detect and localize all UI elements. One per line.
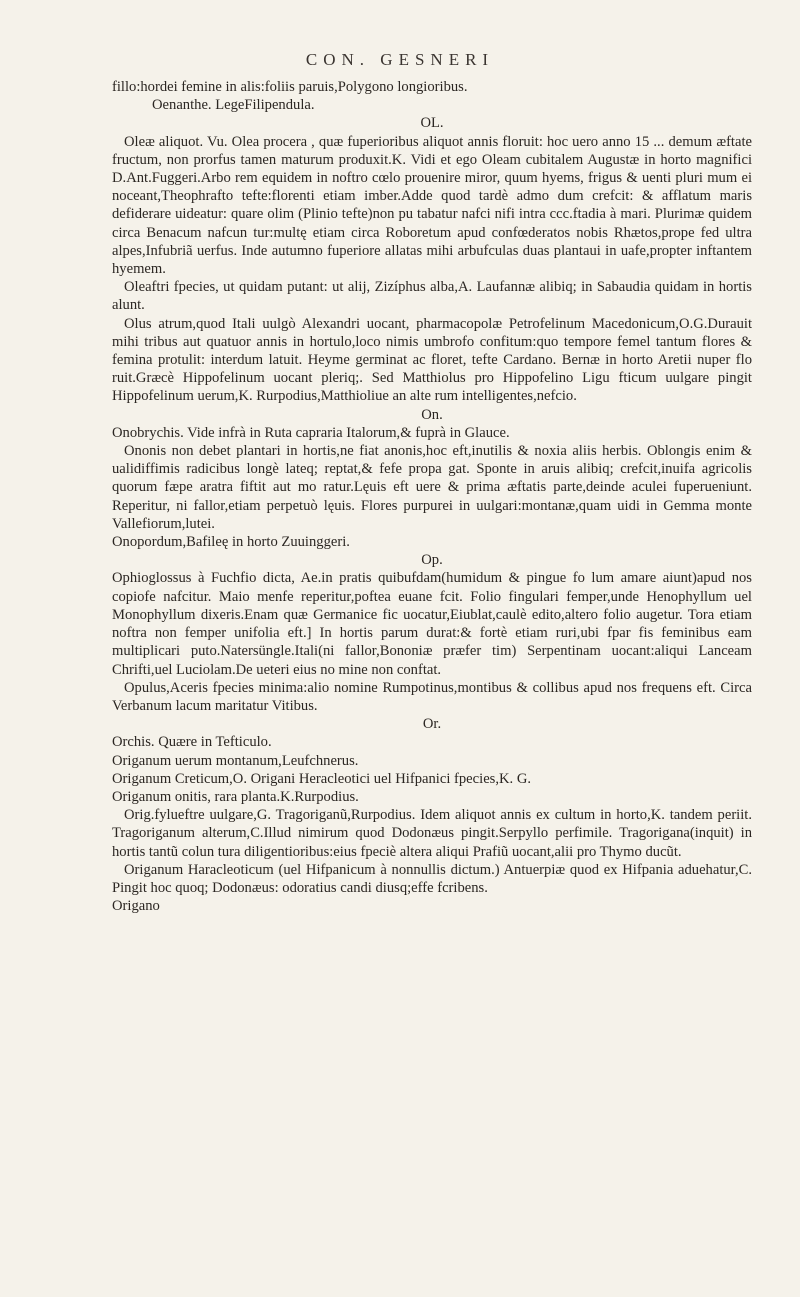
entry-paragraph: Oleaftri fpecies, ut quidam putant: ut alij, Zizíphus alba,A. Laufannæ alibiq; in Sabaudia quidam in hortis alunt. xyxy=(112,279,752,314)
section-heading: On. xyxy=(421,406,443,423)
entry-paragraph: Origanum onitis, rara planta.K.Rurpodius. xyxy=(112,788,359,805)
entry-paragraph: Orig.fylueftre uulgare,G. Tragoriganũ,Rurpodius. Idem aliquot annis ex cultum in horto,K. tandem periit. Tragoriganum alterum,C.Illud nimirum quod Dodonæus pingit.Serpyllo perfimile. Tragorigana(inquit) in hortis tantũ colun tura diligentioribus:eius fpeciè altera aliqui Prafiũ uocant,alii pro Thymo ducũt. xyxy=(112,807,752,860)
entry-paragraph: Opulus,Aceris fpecies minima:alio nomine Rumpotinus,montibus & collibus apud nos frequens eft. Circa Verbanum lacum maritatur Vitibus. xyxy=(112,679,752,714)
entry-paragraph: Orchis. Quære in Tefticulo. xyxy=(112,734,272,751)
entry-paragraph: Ophioglossus à Fuchfio dicta, Ae.in pratis quibufdam(humidum & pingue fo lum amare aiunt)apud nos copiofe nafcitur. Maio menfe reperitur,poftea euane fcit. Folio fingulari femper,unde Henophyllum uel Monophyllum dixeris.Enam quæ Germanice fic uocatur,Eiublat,caulè edito,altero folio augetur. Tora etiam noftra non femper unifolia eft.] In hortis parum durat:& fortè etiam ruri,ubi fpar fis feminibus eam multiplicari puto.Natersüngle.Itali(ni fallor,Bononiæ præfer tim) Serpentinam uocant:aliqui Lanceam Chrifti,uel Luciolam.De ueteri eius no mine non conftat. xyxy=(112,570,752,678)
entry-paragraph: Onobrychis. Vide infrà in Ruta capraria Italorum,& fuprà in Glauce. xyxy=(112,424,510,441)
section-heading: Op. xyxy=(421,552,443,569)
entry-heading: Oenanthe. LegeFilipendula. xyxy=(152,97,315,114)
running-head: CON. GESNERI xyxy=(305,50,495,69)
entry-paragraph: Origanum Creticum,O. Origani Heracleotici uel Hifpanici fpecies,K. G. xyxy=(112,770,532,787)
section-heading: Or. xyxy=(422,716,442,733)
section-heading: OL. xyxy=(420,115,444,132)
entry-paragraph: Olus atrum,quod Itali uulgò Alexandri uocant, pharmacopolæ Petrofelinum Macedonicum,O.G.Durauit mihi tribus aut quatuor annis in hortulo,loco nimis umbrofo confitum:quo tempore femel tantum flores & femina protulit: interdum latuit. Heyme germinat ac floret, tefte Cardano. Bernæ in horto Aretii nuper flo ruit.Græcè Hippofelinum uocant pleriq;. Sed Matthiolus pro Hippofelino Ligu fticum uulgare pingit Hippofelinum uerum,K. Rurpodius,Matthioliue an alte rum intelligentes,nefcio. xyxy=(112,315,752,405)
catchword: Origano xyxy=(112,898,160,915)
entry-line: fillo:hordei femine in alis:foliis paruis,Polygono longioribus. xyxy=(112,79,468,95)
entry-paragraph: Onopordum,Bafileę in horto Zuuinggeri. xyxy=(112,534,350,551)
entry-paragraph: Origanum Haracleoticum (uel Hifpanicum à nonnullis dictum.) Antuerpiæ quod ex Hifpania aduehatur,C. Pingit hoc quoq; Dodonæus: odoratius candi diusq;effe fcribens. xyxy=(112,861,752,896)
entry-paragraph: Ononis non debet plantari in hortis,ne fiat anonis,hoc eft,inutilis & noxia aliis herbis. Oblongis enim & ualidiffimis radicibus longè lateq; reptat,& fefe propa gat. Sponte in aruis alibiq; crefcit,inuifa agricolis quorum fæpe aratra fiftit aut mo ratur.Lęuis eft uere & prima æftatis parte,deinde aculei fuperueniunt. Reperitur, ni fallor,etiam perpetuò lęuis. Flores purpurei in uulgari:montanæ,quam uidi in Gemma monte Vallefiorum,lutei. xyxy=(112,443,752,532)
page-text xyxy=(112,78,752,915)
entry-paragraph: Oleæ aliquot. Vu. Olea procera , quæ fuperioribus aliquot annis floruit: hoc uero anno 15 ... demum æftate fructum, non prorfus tamen maturum produxit.K. Vidi et ego Oleam cubitalem Augustæ in horto magnifici D.Ant.Fuggeri.Arbo rem equidem in noftro cœlo prouenire miror, quum hyems, frigus & uenti pluri mum ei noceant,Theophrafto tefte:florenti etiam imber.Adde quod tardè admo dum crefcit: & afflatum maris defiderare uideatur: quare olim (Plinio tefte)non pu tabatur nafci nifi intra ccc.ftadia à mari. Plurimæ quidem circa Benacum nafcun tur:multę etiam circa Roboretum apud confœderatos nobis Rhætos,prope fed ultra alpes,Infubriã uerfus. Inde autumno fuperiore allatas mihi arbufculas duas plantaui in uafe,propter inftantem hyemem. xyxy=(112,133,752,278)
entry-paragraph: Origanum uerum montanum,Leufchnerus. xyxy=(112,752,359,769)
